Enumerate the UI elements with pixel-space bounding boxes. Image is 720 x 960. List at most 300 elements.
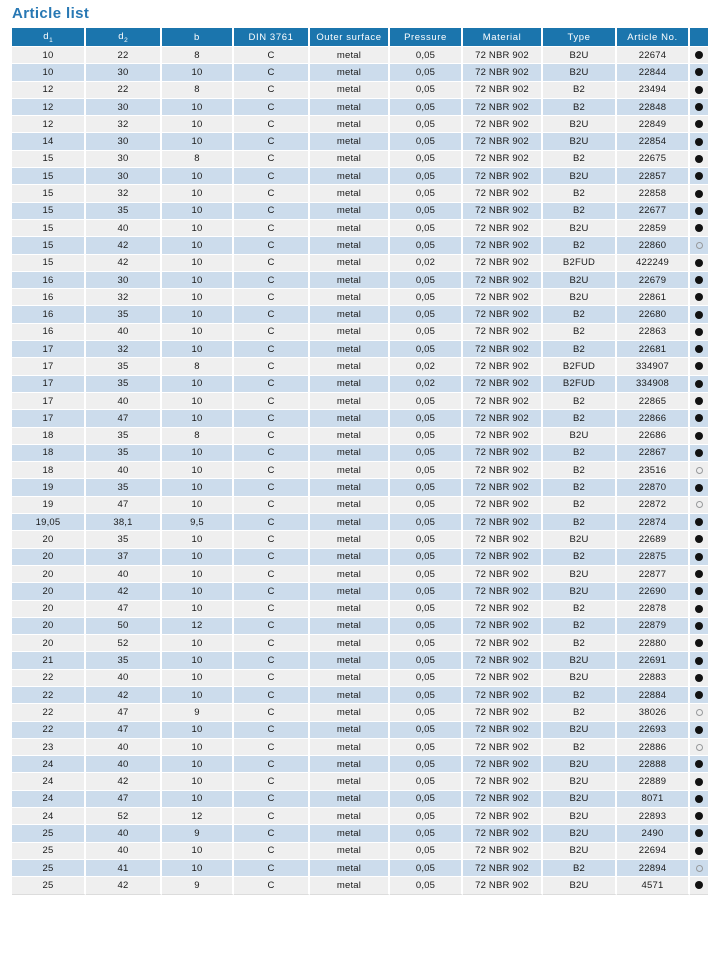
cell-type: B2 [543, 99, 617, 116]
cell-d2: 40 [86, 756, 162, 773]
cell-d2: 35 [86, 479, 162, 496]
cell-type: B2 [543, 151, 617, 168]
cell-d1: 16 [12, 289, 86, 306]
cell-d2: 30 [86, 168, 162, 185]
cell-article-no: 22680 [617, 306, 690, 323]
cell-availability [690, 255, 708, 272]
filled-circle-icon [695, 449, 703, 457]
cell-outer-surface: metal [310, 64, 390, 81]
filled-circle-icon [695, 760, 703, 768]
cell-outer-surface: metal [310, 479, 390, 496]
cell-article-no: 22679 [617, 272, 690, 289]
cell-outer-surface: metal [310, 168, 390, 185]
table-header-row [12, 28, 708, 47]
cell-availability [690, 185, 708, 202]
cell-availability [690, 99, 708, 116]
cell-d1: 20 [12, 549, 86, 566]
cell-availability [690, 531, 708, 548]
cell-din-3761: C [234, 808, 310, 825]
filled-circle-icon [695, 726, 703, 734]
cell-b: 10 [162, 773, 234, 790]
cell-din-3761: C [234, 99, 310, 116]
cell-b: 10 [162, 289, 234, 306]
cell-material: 72 NBR 902 [463, 791, 543, 808]
cell-pressure: 0,05 [390, 393, 463, 410]
cell-pressure: 0,05 [390, 860, 463, 877]
cell-pressure: 0,02 [390, 376, 463, 393]
cell-pressure: 0,05 [390, 462, 463, 479]
cell-d2: 30 [86, 151, 162, 168]
cell-article-no: 22694 [617, 843, 690, 860]
cell-material: 72 NBR 902 [463, 514, 543, 531]
cell-article-no: 22893 [617, 808, 690, 825]
cell-d2: 40 [86, 566, 162, 583]
cell-type: B2U [543, 877, 617, 894]
cell-din-3761: C [234, 272, 310, 289]
table-row [12, 479, 708, 496]
cell-pressure: 0,05 [390, 410, 463, 427]
cell-availability [690, 376, 708, 393]
cell-outer-surface: metal [310, 289, 390, 306]
cell-pressure: 0,05 [390, 82, 463, 99]
cell-availability [690, 358, 708, 375]
cell-type: B2 [543, 237, 617, 254]
cell-din-3761: C [234, 514, 310, 531]
cell-material: 72 NBR 902 [463, 652, 543, 669]
cell-type: B2 [543, 462, 617, 479]
cell-article-no: 334908 [617, 376, 690, 393]
cell-din-3761: C [234, 47, 310, 64]
cell-b: 10 [162, 410, 234, 427]
cell-b: 10 [162, 652, 234, 669]
cell-material: 72 NBR 902 [463, 860, 543, 877]
cell-material: 72 NBR 902 [463, 843, 543, 860]
table-row [12, 843, 708, 860]
cell-outer-surface: metal [310, 237, 390, 254]
table-row [12, 237, 708, 254]
cell-article-no: 22866 [617, 410, 690, 427]
cell-availability [690, 514, 708, 531]
cell-availability [690, 203, 708, 220]
cell-pressure: 0,05 [390, 635, 463, 652]
cell-outer-surface: metal [310, 393, 390, 410]
cell-b: 10 [162, 99, 234, 116]
cell-d1: 24 [12, 773, 86, 790]
cell-d2: 32 [86, 289, 162, 306]
cell-d1: 22 [12, 670, 86, 687]
cell-din-3761: C [234, 306, 310, 323]
cell-article-no: 22675 [617, 151, 690, 168]
cell-outer-surface: metal [310, 843, 390, 860]
cell-d2: 35 [86, 445, 162, 462]
cell-d1: 16 [12, 324, 86, 341]
cell-d2: 35 [86, 428, 162, 445]
filled-circle-icon [695, 570, 703, 578]
cell-d2: 42 [86, 877, 162, 894]
cell-din-3761: C [234, 687, 310, 704]
cell-pressure: 0,05 [390, 341, 463, 358]
cell-d1: 24 [12, 756, 86, 773]
filled-circle-icon [695, 847, 703, 855]
cell-b: 9,5 [162, 514, 234, 531]
cell-din-3761: C [234, 116, 310, 133]
table-row [12, 116, 708, 133]
cell-d1: 16 [12, 272, 86, 289]
cell-type: B2U [543, 670, 617, 687]
cell-article-no: 22848 [617, 99, 690, 116]
cell-d1: 15 [12, 203, 86, 220]
table-row [12, 756, 708, 773]
cell-article-no: 22867 [617, 445, 690, 462]
filled-circle-icon [695, 328, 703, 336]
cell-d2: 40 [86, 393, 162, 410]
filled-circle-icon [695, 103, 703, 111]
cell-type: B2 [543, 549, 617, 566]
cell-din-3761: C [234, 739, 310, 756]
cell-b: 10 [162, 860, 234, 877]
cell-material: 72 NBR 902 [463, 462, 543, 479]
cell-article-no: 22857 [617, 168, 690, 185]
article-table [12, 28, 708, 895]
cell-d1: 14 [12, 133, 86, 150]
filled-circle-icon [695, 293, 703, 301]
table-row [12, 601, 708, 618]
cell-d2: 22 [86, 47, 162, 64]
cell-b: 10 [162, 843, 234, 860]
cell-d1: 15 [12, 185, 86, 202]
filled-circle-icon [695, 311, 703, 319]
cell-article-no: 38026 [617, 704, 690, 721]
cell-outer-surface: metal [310, 445, 390, 462]
cell-d2: 30 [86, 133, 162, 150]
cell-d1: 22 [12, 687, 86, 704]
cell-article-no: 22877 [617, 566, 690, 583]
table-row [12, 82, 708, 99]
cell-pressure: 0,05 [390, 272, 463, 289]
cell-b: 8 [162, 47, 234, 64]
cell-type: B2U [543, 428, 617, 445]
cell-d2: 42 [86, 237, 162, 254]
table-row [12, 151, 708, 168]
cell-din-3761: C [234, 601, 310, 618]
cell-outer-surface: metal [310, 151, 390, 168]
cell-d1: 12 [12, 116, 86, 133]
cell-availability [690, 289, 708, 306]
cell-type: B2U [543, 116, 617, 133]
cell-type: B2U [543, 773, 617, 790]
filled-circle-icon [695, 553, 703, 561]
table-row [12, 704, 708, 721]
cell-material: 72 NBR 902 [463, 428, 543, 445]
cell-d2: 35 [86, 358, 162, 375]
cell-outer-surface: metal [310, 670, 390, 687]
cell-material: 72 NBR 902 [463, 289, 543, 306]
filled-circle-icon [695, 535, 703, 543]
cell-pressure: 0,05 [390, 151, 463, 168]
cell-material: 72 NBR 902 [463, 739, 543, 756]
cell-type: B2FUD [543, 255, 617, 272]
cell-b: 8 [162, 358, 234, 375]
table-row [12, 877, 708, 894]
cell-pressure: 0,05 [390, 428, 463, 445]
table-row [12, 324, 708, 341]
cell-b: 10 [162, 739, 234, 756]
cell-d2: 47 [86, 791, 162, 808]
cell-type: B2 [543, 410, 617, 427]
cell-article-no: 22863 [617, 324, 690, 341]
cell-din-3761: C [234, 843, 310, 860]
page-title: Article list [12, 5, 90, 22]
cell-d2: 37 [86, 549, 162, 566]
cell-outer-surface: metal [310, 583, 390, 600]
cell-din-3761: C [234, 133, 310, 150]
cell-availability [690, 791, 708, 808]
cell-article-no: 23494 [617, 82, 690, 99]
cell-article-no: 22858 [617, 185, 690, 202]
cell-type: B2 [543, 618, 617, 635]
table-row [12, 99, 708, 116]
cell-d1: 20 [12, 601, 86, 618]
filled-circle-icon [695, 155, 703, 163]
cell-type: B2 [543, 445, 617, 462]
cell-material: 72 NBR 902 [463, 635, 543, 652]
filled-circle-icon [695, 622, 703, 630]
cell-d2: 35 [86, 652, 162, 669]
cell-availability [690, 116, 708, 133]
cell-din-3761: C [234, 773, 310, 790]
cell-pressure: 0,05 [390, 618, 463, 635]
cell-material: 72 NBR 902 [463, 151, 543, 168]
cell-material: 72 NBR 902 [463, 704, 543, 721]
cell-din-3761: C [234, 203, 310, 220]
cell-article-no: 22860 [617, 237, 690, 254]
cell-type: B2U [543, 133, 617, 150]
cell-outer-surface: metal [310, 825, 390, 842]
table-row [12, 393, 708, 410]
cell-article-no: 22690 [617, 583, 690, 600]
cell-availability [690, 272, 708, 289]
cell-outer-surface: metal [310, 514, 390, 531]
cell-d1: 18 [12, 428, 86, 445]
cell-material: 72 NBR 902 [463, 445, 543, 462]
cell-pressure: 0,05 [390, 531, 463, 548]
cell-availability [690, 168, 708, 185]
cell-d1: 20 [12, 566, 86, 583]
cell-type: B2FUD [543, 376, 617, 393]
cell-pressure: 0,05 [390, 47, 463, 64]
filled-circle-icon [695, 432, 703, 440]
cell-material: 72 NBR 902 [463, 324, 543, 341]
cell-b: 10 [162, 237, 234, 254]
cell-pressure: 0,05 [390, 704, 463, 721]
filled-circle-icon [695, 778, 703, 786]
cell-outer-surface: metal [310, 635, 390, 652]
table-row [12, 255, 708, 272]
cell-din-3761: C [234, 479, 310, 496]
cell-type: B2 [543, 601, 617, 618]
cell-type: B2 [543, 203, 617, 220]
cell-din-3761: C [234, 445, 310, 462]
table-row [12, 687, 708, 704]
cell-pressure: 0,05 [390, 237, 463, 254]
cell-article-no: 22691 [617, 652, 690, 669]
cell-article-no: 8071 [617, 791, 690, 808]
cell-type: B2U [543, 652, 617, 669]
cell-availability [690, 566, 708, 583]
cell-outer-surface: metal [310, 376, 390, 393]
cell-outer-surface: metal [310, 324, 390, 341]
cell-material: 72 NBR 902 [463, 82, 543, 99]
cell-din-3761: C [234, 289, 310, 306]
cell-pressure: 0,05 [390, 791, 463, 808]
cell-d2: 47 [86, 722, 162, 739]
cell-type: B2U [543, 583, 617, 600]
filled-circle-icon [695, 190, 703, 198]
cell-material: 72 NBR 902 [463, 756, 543, 773]
cell-material: 72 NBR 902 [463, 601, 543, 618]
cell-outer-surface: metal [310, 773, 390, 790]
cell-availability [690, 497, 708, 514]
cell-b: 10 [162, 272, 234, 289]
cell-b: 10 [162, 203, 234, 220]
col-header-material: Material [463, 28, 543, 47]
cell-b: 10 [162, 791, 234, 808]
cell-d1: 20 [12, 531, 86, 548]
cell-article-no: 22874 [617, 514, 690, 531]
cell-outer-surface: metal [310, 722, 390, 739]
cell-material: 72 NBR 902 [463, 306, 543, 323]
table-row [12, 825, 708, 842]
cell-material: 72 NBR 902 [463, 618, 543, 635]
cell-b: 10 [162, 341, 234, 358]
cell-d2: 35 [86, 203, 162, 220]
filled-circle-icon [695, 380, 703, 388]
cell-outer-surface: metal [310, 791, 390, 808]
filled-circle-icon [695, 587, 703, 595]
table-row [12, 445, 708, 462]
cell-din-3761: C [234, 82, 310, 99]
filled-circle-icon [695, 120, 703, 128]
cell-availability [690, 601, 708, 618]
cell-d1: 16 [12, 306, 86, 323]
cell-outer-surface: metal [310, 756, 390, 773]
cell-d1: 21 [12, 652, 86, 669]
cell-b: 10 [162, 566, 234, 583]
cell-din-3761: C [234, 635, 310, 652]
cell-d1: 17 [12, 341, 86, 358]
cell-type: B2 [543, 393, 617, 410]
cell-pressure: 0,05 [390, 722, 463, 739]
cell-material: 72 NBR 902 [463, 670, 543, 687]
filled-circle-icon [695, 86, 703, 94]
cell-availability [690, 462, 708, 479]
cell-type: B2 [543, 739, 617, 756]
hollow-circle-icon [696, 744, 703, 751]
cell-type: B2 [543, 497, 617, 514]
cell-pressure: 0,05 [390, 289, 463, 306]
cell-availability [690, 341, 708, 358]
cell-d2: 30 [86, 99, 162, 116]
cell-material: 72 NBR 902 [463, 47, 543, 64]
cell-pressure: 0,05 [390, 652, 463, 669]
cell-d2: 47 [86, 601, 162, 618]
cell-outer-surface: metal [310, 116, 390, 133]
cell-article-no: 22886 [617, 739, 690, 756]
cell-article-no: 22875 [617, 549, 690, 566]
filled-circle-icon [695, 224, 703, 232]
cell-din-3761: C [234, 324, 310, 341]
cell-type: B2U [543, 808, 617, 825]
cell-b: 8 [162, 151, 234, 168]
cell-article-no: 22681 [617, 341, 690, 358]
cell-d2: 40 [86, 670, 162, 687]
cell-material: 72 NBR 902 [463, 808, 543, 825]
cell-outer-surface: metal [310, 410, 390, 427]
cell-d2: 32 [86, 185, 162, 202]
cell-availability [690, 670, 708, 687]
cell-b: 10 [162, 185, 234, 202]
cell-din-3761: C [234, 566, 310, 583]
cell-availability [690, 479, 708, 496]
cell-availability [690, 843, 708, 860]
cell-b: 10 [162, 635, 234, 652]
table-row [12, 376, 708, 393]
cell-d1: 15 [12, 255, 86, 272]
cell-availability [690, 825, 708, 842]
cell-article-no: 22888 [617, 756, 690, 773]
cell-material: 72 NBR 902 [463, 133, 543, 150]
cell-article-no: 22879 [617, 618, 690, 635]
cell-availability [690, 64, 708, 81]
cell-material: 72 NBR 902 [463, 825, 543, 842]
cell-article-no: 22894 [617, 860, 690, 877]
cell-availability [690, 237, 708, 254]
cell-material: 72 NBR 902 [463, 376, 543, 393]
col-header-pressure: Pressure [390, 28, 463, 47]
cell-type: B2 [543, 514, 617, 531]
cell-d1: 19 [12, 497, 86, 514]
cell-outer-surface: metal [310, 47, 390, 64]
cell-pressure: 0,05 [390, 116, 463, 133]
cell-material: 72 NBR 902 [463, 410, 543, 427]
cell-d2: 50 [86, 618, 162, 635]
cell-pressure: 0,05 [390, 185, 463, 202]
cell-pressure: 0,05 [390, 549, 463, 566]
table-row [12, 514, 708, 531]
cell-d1: 20 [12, 583, 86, 600]
cell-type: B2FUD [543, 358, 617, 375]
cell-d2: 38,1 [86, 514, 162, 531]
cell-availability [690, 687, 708, 704]
col-header-b: b [162, 28, 234, 47]
cell-outer-surface: metal [310, 272, 390, 289]
filled-circle-icon [695, 605, 703, 613]
cell-pressure: 0,05 [390, 64, 463, 81]
hollow-circle-icon [696, 709, 703, 716]
table-row [12, 306, 708, 323]
cell-material: 72 NBR 902 [463, 168, 543, 185]
hollow-circle-icon [696, 242, 703, 249]
cell-d1: 17 [12, 393, 86, 410]
cell-din-3761: C [234, 255, 310, 272]
cell-din-3761: C [234, 64, 310, 81]
cell-d2: 47 [86, 497, 162, 514]
cell-pressure: 0,05 [390, 497, 463, 514]
cell-pressure: 0,02 [390, 255, 463, 272]
hollow-circle-icon [696, 501, 703, 508]
cell-d2: 52 [86, 635, 162, 652]
table-row [12, 358, 708, 375]
